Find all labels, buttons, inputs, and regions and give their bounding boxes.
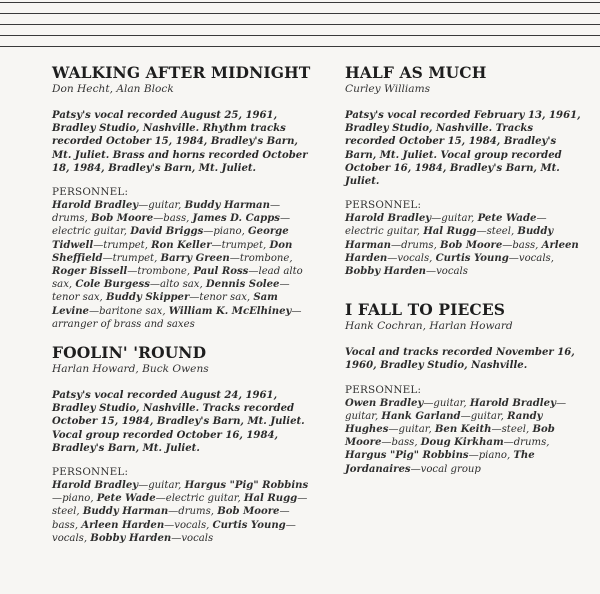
song-title: FOOLIN' 'ROUND	[52, 343, 207, 363]
personnel-role: —lead alto sax,	[52, 266, 303, 291]
personnel-role: —steel,	[476, 226, 518, 238]
personnel-name: The Jordanaires	[345, 450, 535, 475]
personnel-name: Pete Wade	[477, 213, 537, 225]
personnel-role: —steel,	[491, 424, 533, 436]
personnel-name: Bob Moore	[345, 424, 555, 449]
personnel-name: Ron Keller	[151, 239, 212, 251]
personnel-role: —trombone,	[229, 252, 293, 264]
personnel-role: —vocals	[425, 266, 468, 278]
personnel-role: —drums,	[168, 506, 218, 518]
personnel-role: —arranger of brass and saxes	[52, 305, 302, 330]
personnel-name: Randy Hughes	[345, 410, 543, 436]
song-half-as-much	[345, 63, 585, 278]
personnel-role: —trumpet,	[211, 239, 270, 251]
personnel-role: —vocals,	[52, 519, 296, 544]
personnel-name: Arleen Harden	[345, 239, 579, 264]
personnel-role: —bass,	[153, 213, 193, 225]
recording-info: Patsy's vocal recorded August 25, 1961, Bradley Studio, Nashville. Rhythm tracks recorded October 15, 1984, Bradley's Barn, Mt. Juliet. Brass and horns recorded October 18, 1984, Bradley's Barn, Mt. Juliet.	[52, 110, 308, 174]
personnel-role: —drums,	[503, 437, 550, 449]
song-title: WALKING AFTER MIDNIGHT	[52, 63, 311, 82]
personnel-role: —piano,	[468, 450, 514, 462]
left-column	[52, 63, 314, 559]
recording-info: Patsy's vocal recorded August 24, 1961, Bradley Studio, Nashville. Tracks recorded October 15, 1984, Bradley's Barn, Mt. Juliet. Vocal group recorded October 16, 1984, Bradley's Barn, Mt. Juliet.	[52, 390, 305, 454]
personnel-name: David Briggs	[130, 226, 204, 238]
personnel-name: Bob Moore	[440, 239, 503, 251]
personnel-name: Buddy Skipper	[105, 292, 190, 304]
personnel-list	[52, 199, 314, 331]
personnel-name: Bobby Harden	[345, 266, 426, 278]
personnel-role: —vocal group	[410, 463, 481, 475]
personnel-name: Arleen Harden	[81, 519, 165, 531]
personnel-name: Harold Bradley	[345, 213, 432, 225]
song-walking-after-midnight	[52, 63, 314, 331]
personnel-name: Buddy Harman	[345, 226, 554, 251]
personnel-role: —guitar,	[138, 200, 185, 212]
personnel-name: Cole Burgess	[75, 279, 150, 291]
personnel-list	[52, 479, 314, 545]
personnel-role: —alto sax,	[149, 279, 206, 291]
personnel-name: Ben Keith	[434, 424, 492, 436]
personnel-list	[345, 397, 585, 476]
personnel-role: —guitar,	[423, 397, 470, 409]
personnel-name: Harold Bradley	[52, 200, 139, 212]
personnel-name: Hal Rugg	[423, 226, 477, 238]
personnel-role: —vocals,	[164, 519, 213, 531]
personnel-role: —tenor sax,	[52, 279, 290, 304]
song-foolin-round	[52, 343, 314, 545]
personnel-role: —bass,	[502, 239, 542, 251]
personnel-name: George Tidwell	[52, 226, 289, 251]
song-title: HALF AS MUCH	[345, 63, 487, 82]
personnel-label: PERSONNEL:	[52, 466, 129, 479]
song-writers: Harlan Howard, Buck Owens	[52, 363, 209, 376]
personnel-name: Curtis Young	[435, 252, 509, 264]
personnel-name: Bob Moore	[217, 506, 280, 518]
personnel-role: —guitar,	[345, 397, 567, 422]
personnel-name: Bobby Harden	[90, 532, 172, 544]
personnel-role: —trumpet,	[102, 252, 161, 264]
personnel-name: Harold Bradley	[469, 397, 556, 409]
personnel-role: —vocals,	[508, 252, 554, 264]
personnel-label: PERSONNEL:	[345, 383, 422, 396]
personnel-role: —piano,	[203, 226, 249, 238]
personnel-role: —trombone,	[127, 266, 194, 278]
personnel-role: —trumpet,	[93, 239, 152, 251]
personnel-list	[345, 212, 585, 278]
staff-line-1	[0, 2, 600, 3]
staff-line-2	[0, 13, 600, 14]
personnel-name: Dennis Solee	[205, 279, 280, 291]
personnel-name: Owen Bradley	[345, 397, 424, 409]
personnel-role: —steel,	[52, 493, 308, 518]
personnel-role: —electric guitar,	[345, 213, 547, 238]
song-writers: Curley Williams	[345, 83, 431, 95]
personnel-name: Pete Wade	[96, 493, 156, 505]
personnel-role: —bass,	[381, 437, 421, 449]
personnel-name: Bob Moore	[90, 213, 154, 225]
personnel-name: William K. McElhiney	[168, 305, 292, 317]
personnel-name: Doug Kirkham	[420, 437, 504, 449]
personnel-name: Roger Bissell	[52, 266, 128, 278]
personnel-name: Hal Rugg	[243, 493, 298, 505]
personnel-label: PERSONNEL:	[52, 186, 129, 199]
personnel-role: —drums,	[52, 200, 281, 225]
song-writers: Don Hecht, Alan Block	[52, 83, 174, 95]
personnel-role: —bass,	[52, 506, 290, 531]
personnel-role: —guitar,	[431, 213, 478, 225]
staff-line-5	[0, 46, 600, 47]
personnel-name: Don Sheffield	[52, 239, 293, 264]
personnel-role: —electric guitar,	[52, 213, 291, 238]
personnel-name: Paul Ross	[193, 266, 249, 278]
personnel-role: —piano,	[52, 493, 97, 505]
personnel-name: Hargus "Pig" Robbins	[184, 480, 309, 492]
personnel-role: —electric guitar,	[155, 493, 244, 505]
staff-line-4	[0, 35, 600, 36]
personnel-name: Harold Bradley	[52, 480, 139, 492]
recording-info: Vocal and tracks recorded November 16, 1960, Bradley Studio, Nashville.	[345, 347, 575, 372]
personnel-role: —vocals,	[387, 252, 436, 264]
personnel-name: Hank Garland	[381, 410, 461, 422]
personnel-role: —tenor sax,	[189, 292, 254, 304]
personnel-name: Curtis Young	[212, 519, 286, 531]
recording-info: Patsy's vocal recorded February 13, 1961, Bradley Studio, Nashville. Tracks recorded October 15, 1984, Bradley's Barn, Mt. Juliet. Vocal group recorded October 16, 1984, Bradley's Barn, Mt. Juliet.	[345, 110, 581, 188]
personnel-name: Sam Levine	[52, 292, 278, 317]
song-writers: Hank Cochran, Harlan Howard	[345, 320, 513, 333]
personnel-role: —guitar,	[138, 480, 185, 492]
personnel-name: Buddy Harman	[184, 200, 270, 212]
personnel-name: James D. Capps	[192, 213, 280, 225]
personnel-role: —baritone sax,	[88, 305, 169, 317]
personnel-role: —vocals	[171, 532, 214, 544]
personnel-role: —drums,	[390, 239, 441, 251]
right-column	[345, 63, 585, 490]
personnel-role: —guitar,	[388, 424, 435, 436]
personnel-label: PERSONNEL:	[345, 199, 422, 212]
personnel-name: Buddy Harman	[82, 506, 169, 518]
personnel-name: Barry Green	[160, 252, 230, 264]
song-i-fall-to-pieces	[345, 300, 585, 476]
personnel-name: Hargus "Pig" Robbins	[345, 450, 469, 462]
staff-line-3	[0, 24, 600, 25]
personnel-role: —guitar,	[460, 410, 508, 422]
song-title: I FALL TO PIECES	[345, 300, 506, 320]
